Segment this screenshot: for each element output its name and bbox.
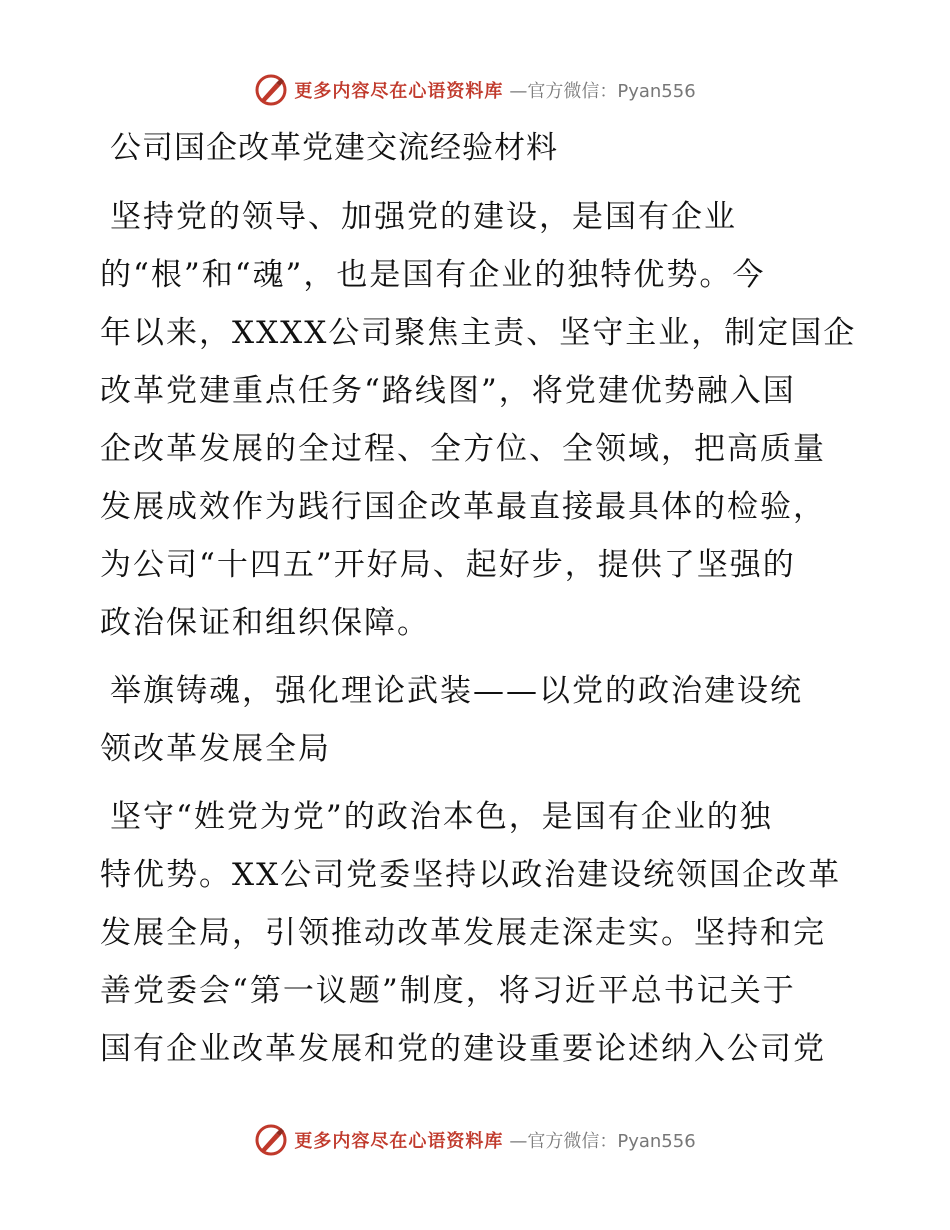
document-title: 公司国企改革党建交流经验材料 [110, 130, 558, 166]
paragraph-line: 坚持党的领导、加强党的建设，是国有企业 [110, 199, 737, 235]
banner-text-red: 更多内容尽在心语资料库 [294, 1131, 504, 1152]
paragraph-line: 善党委会“第一议题”制度，将习近平总书记关于 [100, 973, 796, 1009]
paragraph-line: 年以来，XXXX公司聚焦主责、坚守主业，制定国企 [100, 315, 857, 351]
pen-circle-logo-icon [254, 1123, 288, 1157]
paragraph-line: 国有企业改革发展和党的建设重要论述纳入公司党 [100, 1031, 826, 1067]
document-body [100, 120, 860, 1088]
paragraph-intro [100, 188, 860, 652]
paragraph-line: 改革党建重点任务“路线图”，将党建优势融入国 [100, 373, 796, 409]
paragraph-line: 政治保证和组织保障。 [100, 605, 430, 641]
header-banner [0, 70, 950, 110]
banner-text-red: 更多内容尽在心语资料库 [294, 81, 504, 102]
footer-banner [0, 1120, 950, 1160]
section-heading-line: 举旗铸魂，强化理论武装——以党的政治建设统 [110, 673, 803, 709]
paragraph-line: 特优势。XX公司党委坚持以政治建设统领国企改革 [100, 857, 842, 893]
paragraph-line: 的“根”和“魂”，也是国有企业的独特优势。今 [100, 257, 766, 293]
banner-text-gray: —官方微信：Pyan556 [509, 81, 696, 102]
banner-text-gray: —官方微信：Pyan556 [509, 1131, 696, 1152]
pen-circle-logo-icon [254, 73, 288, 107]
paragraph-line: 为公司“十四五”开好局、起好步，提供了坚强的 [100, 547, 796, 583]
section-heading [100, 662, 860, 778]
paragraph-body [100, 788, 860, 1078]
paragraph-line: 企改革发展的全过程、全方位、全领域，把高质量 [100, 431, 826, 467]
paragraph-line: 坚守“姓党为党”的政治本色，是国有企业的独 [110, 799, 773, 835]
paragraph-line: 发展成效作为践行国企改革最直接最具体的检验， [100, 489, 826, 525]
section-heading-line: 领改革发展全局 [100, 731, 331, 767]
paragraph-line: 发展全局，引领推动改革发展走深走实。坚持和完 [100, 915, 826, 951]
